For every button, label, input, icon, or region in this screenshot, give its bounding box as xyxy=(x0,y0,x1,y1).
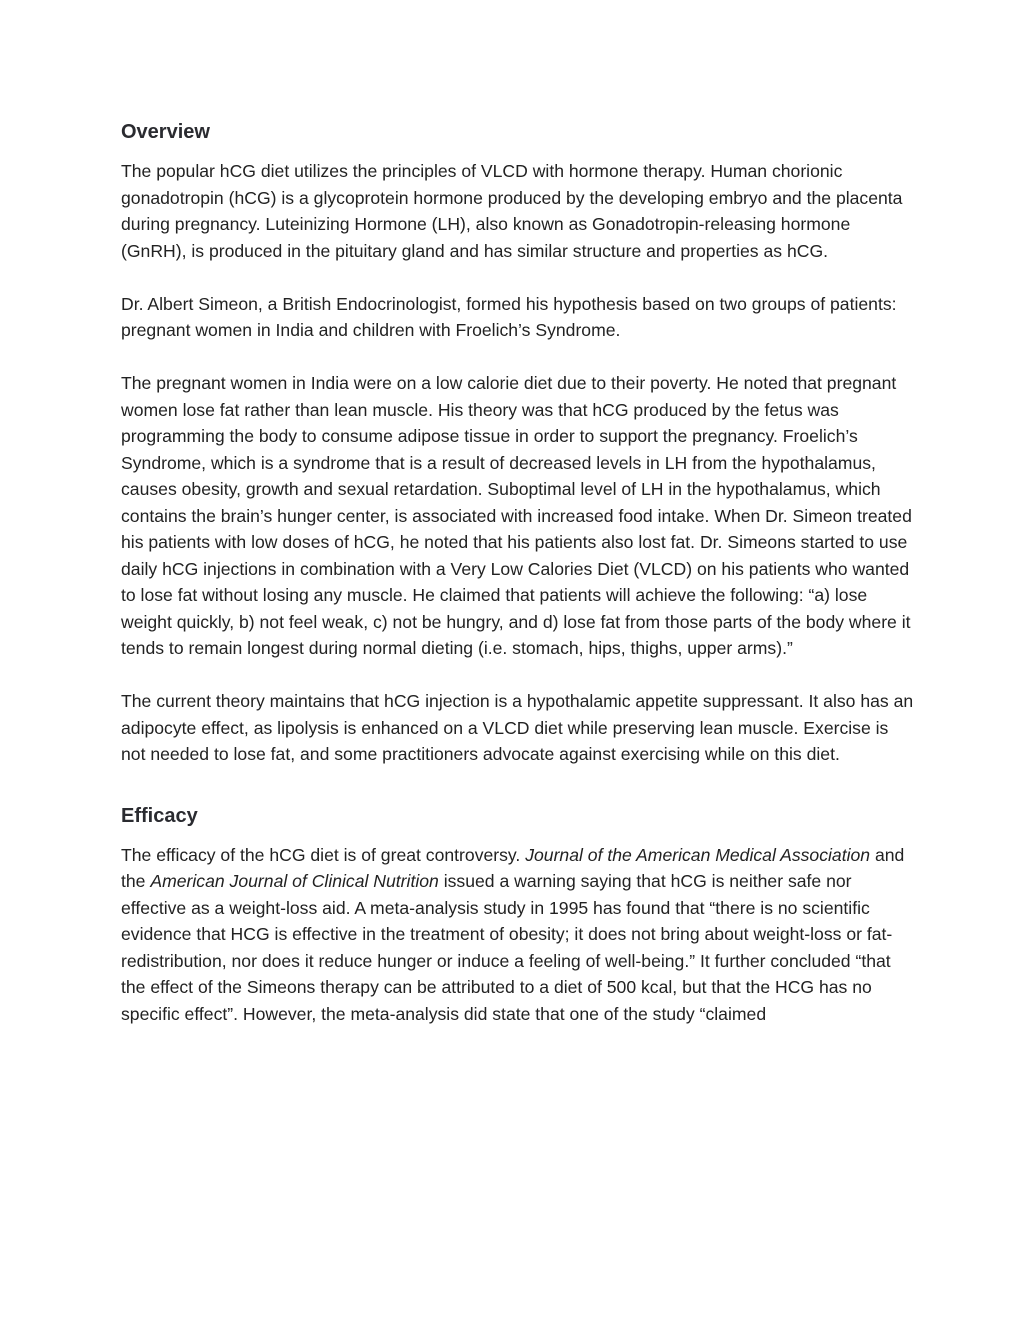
overview-paragraph-2: Dr. Albert Simeon, a British Endocrinologist, formed his hypothesis based on two groups of patients: pregnant women in India and children with Froelich’s Syndrome. xyxy=(121,293,897,340)
efficacy-text-and: and the xyxy=(121,844,905,891)
overview-paragraph-4: The current theory maintains that hCG injection is a hypothalamic appetite suppressant. It also has an adipocyte effect, as lipolysis is enhanced on a VLCD diet while preserving lean muscle. Exercise is not needed to lose fat, and some practitioners advocate against exercising while on this diet. xyxy=(121,691,914,764)
efficacy-section xyxy=(121,801,916,1028)
journal-title-ajcn: American Journal of Clinical Nutrition xyxy=(150,871,439,891)
overview-paragraph-3: The pregnant women in India were on a low calorie diet due to their poverty. He noted that pregnant women lose fat rather than lean muscle. His theory was that hCG produced by the fetus was programming the body to consume adipose tissue in order to support the pregnancy. Froelich’s Syndrome, which is a syndrome that is a result of decreased levels in LH from the hypothalamus, causes obesity, growth and sexual retardation. Suboptimal level of LH in the hypothalamus, which contains the brain’s hunger center, is associated with increased food intake. When Dr. Simeon treated his patients with low doses of hCG, he noted that his patients also lost fat. Dr. Simeons started to use daily hCG injections in combination with a Very Low Calories Diet (VLCD) on his patients who wanted to lose fat without losing any muscle. He claimed that patients will achieve the following: “a) lose weight quickly, b) not feel weak, c) not be hungry, and d) lose fat from those parts of the body where it tends to remain longest during normal dieting (i.e. stomach, hips, thighs, upper arms).” xyxy=(121,373,912,658)
document-body xyxy=(121,117,916,1027)
overview-heading: Overview xyxy=(121,121,210,143)
efficacy-text-rest: issued a warning saying that hCG is neither safe nor effective as a weight-loss aid. A meta-analysis study in 1995 has found that “there is no scientific evidence that HCG is effective in the treatment of obesity; it does not bring about weight-loss or fat-redistribution, nor does it reduce hunger or induce a feeling of well-being.” It further concluded “that the effect of the Simeons therapy can be attributed to a diet of 500 kcal, but that the HCG has no specific effect”. However, the meta-analysis did state that one of the study “claimed xyxy=(121,871,893,1024)
efficacy-paragraph-1 xyxy=(121,842,916,1028)
efficacy-text-start: The efficacy of the hCG diet is of great controversy. xyxy=(121,844,526,865)
overview-section xyxy=(121,117,916,768)
efficacy-heading: Efficacy xyxy=(121,804,198,827)
journal-title-jama: Journal of the American Medical Association xyxy=(525,844,871,865)
overview-paragraph-1: The popular hCG diet utilizes the principles of VLCD with hormone therapy. Human chorionic gonadotropin (hCG) is a glycoprotein hormone produced by the developing embryo and the placenta during pregnancy. Luteinizing Hormone (LH), also known as Gonadotropin-releasing hormone (GnRH), is produced in the pituitary gland and has similar structure and properties as hCG. xyxy=(121,161,903,261)
